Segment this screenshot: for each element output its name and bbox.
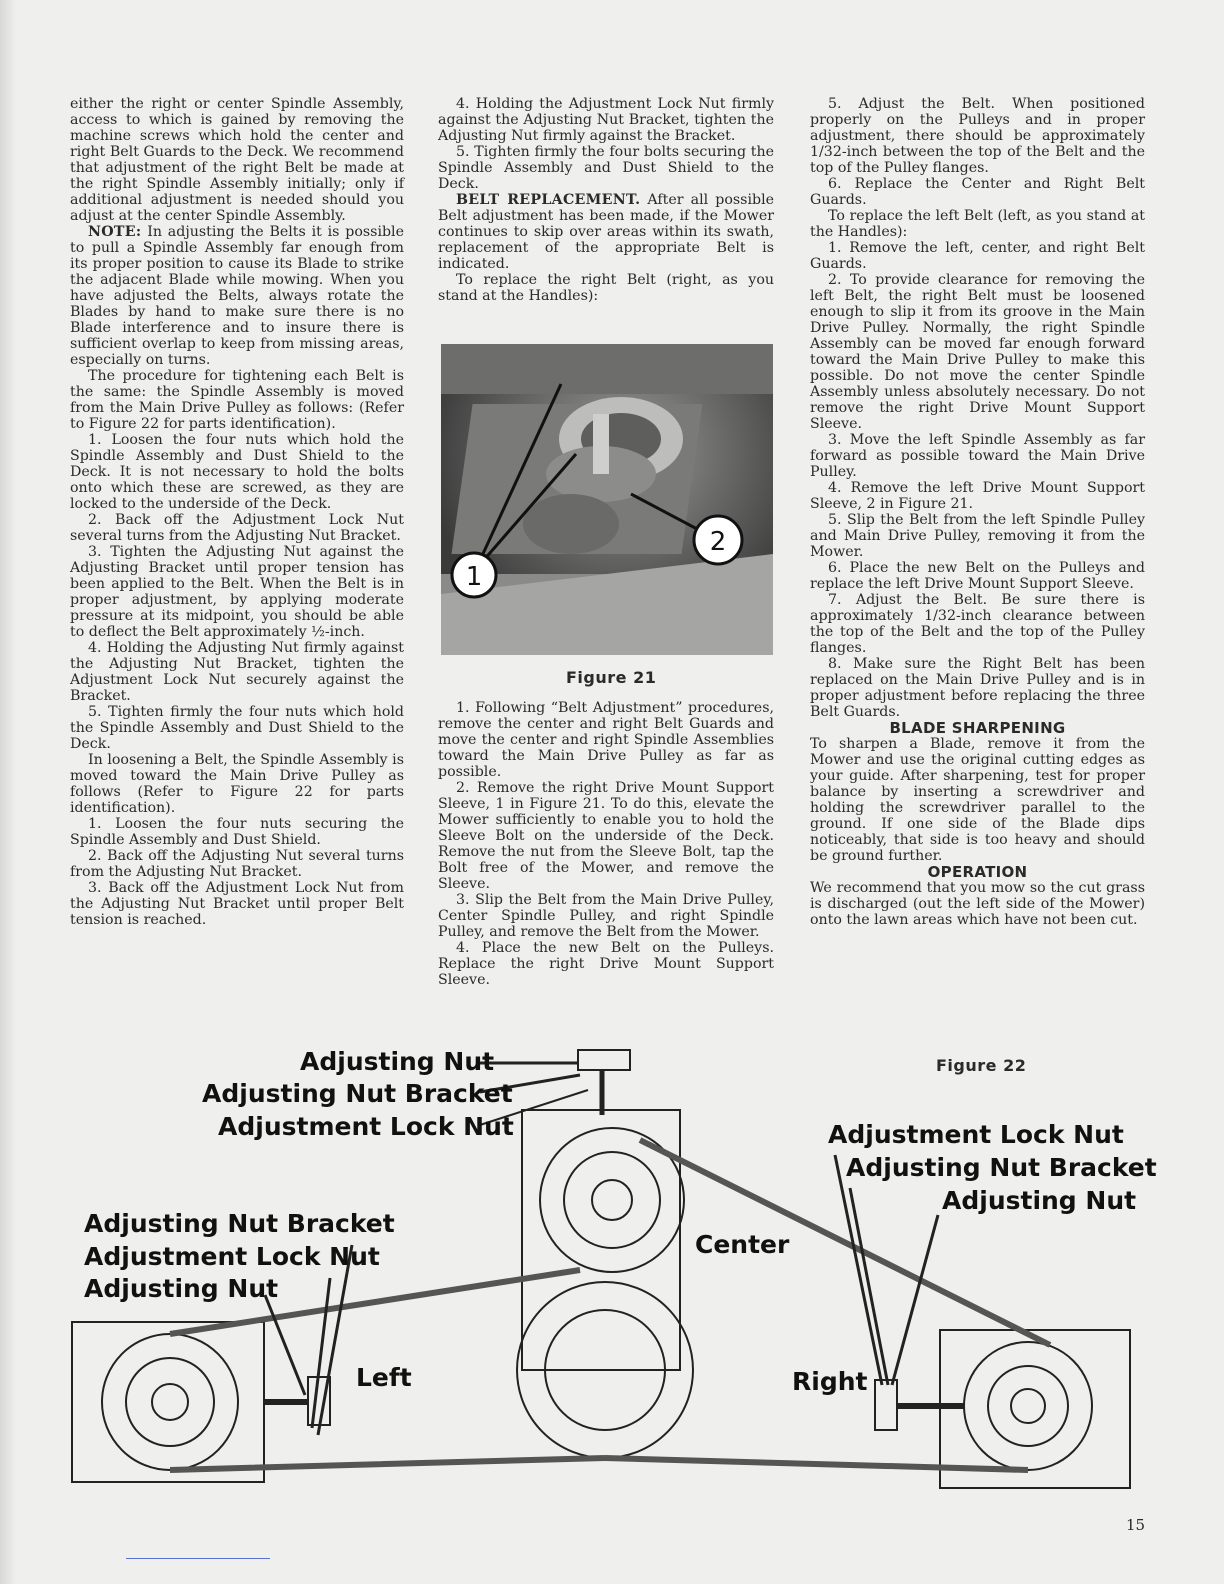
step: 4. Holding the Adjusting Nut firmly against the Adjusting Nut Bracket, tighten the Adjustment Lock Nut securely against the Bracket.: [70, 640, 404, 704]
page-number: 15: [1126, 1516, 1146, 1534]
paragraph: To replace the right Belt (right, as you stand at the Handles):: [438, 272, 774, 304]
figure-21-photo: [441, 344, 773, 655]
figure-22-diagram: [60, 1040, 1160, 1510]
right-adjusting-nut-bracket-label: Adjusting Nut Bracket: [846, 1153, 1157, 1182]
step: 7. Adjust the Belt. Be sure there is approximately 1/32-inch clearance between the top of the Belt and the top of the Pulley flanges.: [810, 592, 1145, 656]
step: 8. Make sure the Right Belt has been replaced on the Main Drive Pulley and is in proper adjustment before replacing the three Belt Guards.: [810, 656, 1145, 720]
callout-2-label: 2: [709, 527, 727, 557]
right-pulley: [964, 1342, 1092, 1470]
step: 4. Place the new Belt on the Pulleys. Replace the right Drive Mount Support Sleeve.: [438, 940, 774, 988]
right-label: Right: [792, 1367, 868, 1396]
paragraph: The procedure for tightening each Belt is the same: the Spindle Assembly is moved from the Main Drive Pulley as follows: (Refer to Figure 22 for parts identification).: [70, 368, 404, 432]
blade-sharpening-heading: BLADE SHARPENING: [889, 719, 1066, 737]
right-adjusting-nut-label: Adjusting Nut: [942, 1186, 1137, 1215]
center-label: Center: [695, 1230, 790, 1259]
step: 5. Slip the Belt from the left Spindle Pulley and Main Drive Pulley, removing it from the Mower.: [810, 512, 1145, 560]
step: 6. Replace the Center and Right Belt Guards.: [810, 176, 1145, 208]
paragraph: either the right or center Spindle Assembly, access to which is gained by removing the machine screws which hold the center and right Belt Guards to the Deck. We recommend that adjustment of the right Belt be made at the right Spindle Assembly initially; only if additional adjustment is needed should you adjust at the center Spindle Assembly.: [70, 96, 404, 224]
top-adjusting-nut-bracket: [578, 1050, 630, 1070]
step: 4. Remove the left Drive Mount Support Sleeve, 2 in Figure 21.: [810, 480, 1145, 512]
note-text: In adjusting the Belts it is possible to pull a Spindle Assembly far enough from its proper position to cause its Blade to strike the adjacent Blade while mowing. When you have adjusted the Belts, always rotate the Blades by hand to make sure there is no Blade interference and to insure there is sufficient overlap to keep from missing areas, especially on turns.: [70, 224, 404, 368]
belt-replacement-label: BELT REPLACEMENT.: [456, 192, 641, 208]
text-column-3: [810, 96, 1145, 928]
step: 1. Loosen the four nuts securing the Spindle Assembly and Dust Shield.: [70, 816, 404, 848]
paragraph: We recommend that you mow so the cut grass is discharged (out the left side of the Mower) onto the lawn areas which have not been cut.: [810, 880, 1145, 928]
top-adjusting-nut-label: Adjusting Nut: [300, 1047, 495, 1076]
paragraph: In loosening a Belt, the Spindle Assembly is moved toward the Main Drive Pulley as follows (Refer to Figure 22 for parts identification).: [70, 752, 404, 816]
paragraph: To replace the left Belt (left, as you stand at the Handles):: [810, 208, 1145, 240]
step: 1. Following “Belt Adjustment” procedures, remove the center and right Belt Guards and move the center and right Spindle Assemblies toward the Main Drive Pulley as far as possible.: [438, 700, 774, 780]
note-label: NOTE:: [88, 224, 142, 240]
binding-edge: [0, 0, 16, 1584]
callout-1-label: 1: [465, 562, 483, 592]
right-spindle-housing: [940, 1330, 1130, 1488]
step: 1. Loosen the four nuts which hold the Spindle Assembly and Dust Shield to the Deck. It is not necessary to hold the bolts onto which these are screwed, as they are locked to the underside of the Deck.: [70, 432, 404, 512]
left-adjustment-lock-nut-label: Adjustment Lock Nut: [84, 1242, 380, 1271]
step: 3. Slip the Belt from the Main Drive Pulley, Center Spindle Pulley, and right Spindle Pulley, and remove the Belt from the Mower.: [438, 892, 774, 940]
step: 2. Back off the Adjustment Lock Nut several turns from the Adjusting Nut Bracket.: [70, 512, 404, 544]
footer-rule: [126, 1558, 270, 1559]
step: 5. Tighten firmly the four nuts which hold the Spindle Assembly and Dust Shield to the Deck.: [70, 704, 404, 752]
top-adjusting-nut-bracket-label: Adjusting Nut Bracket: [202, 1079, 513, 1108]
note-paragraph: [70, 224, 404, 368]
left-adjusting-nut-bracket-label: Adjusting Nut Bracket: [84, 1209, 395, 1238]
text-column-1: [70, 96, 404, 928]
step: 3. Tighten the Adjusting Nut against the Adjusting Bracket until proper tension has been applied to the Belt. When the Belt is in proper adjustment, by applying moderate pressure at its midpoint, you should be able to deflect the Belt approximately ½-inch.: [70, 544, 404, 640]
step: 5. Tighten firmly the four bolts securing the Spindle Assembly and Dust Shield to the Deck.: [438, 144, 774, 192]
paragraph: To sharpen a Blade, remove it from the Mower and use the original cutting edges as your guide. After sharpening, test for proper balance by inserting a screwdriver and holding the screwdriver parallel to the ground. If one side of the Blade dips noticeably, that side is too heavy and should be ground further.: [810, 736, 1145, 864]
top-adjustment-lock-nut-label: Adjustment Lock Nut: [218, 1112, 514, 1141]
figure-21-caption: Figure 21: [566, 668, 657, 687]
belt-replacement-paragraph: [438, 192, 774, 272]
left-spindle-housing: [72, 1322, 264, 1482]
step: 3. Move the left Spindle Assembly as far forward as possible toward the Main Drive Pulley.: [810, 432, 1145, 480]
left-pulley: [102, 1334, 238, 1470]
left-adjusting-nut-label: Adjusting Nut: [84, 1274, 279, 1303]
operation-heading: OPERATION: [927, 863, 1028, 881]
right-adjusting-nut-bracket: [875, 1380, 897, 1430]
step: 2. Remove the right Drive Mount Support Sleeve, 1 in Figure 21. To do this, elevate the Mower sufficiently to enable you to hold the Sleeve Bolt on the underside of the Deck. Remove the nut from the Sleeve Bolt, tap the Bolt free of the Mower, and remove the Sleeve.: [438, 780, 774, 892]
step: 6. Place the new Belt on the Pulleys and replace the left Drive Mount Support Sleeve.: [810, 560, 1145, 592]
step: 4. Holding the Adjustment Lock Nut firmly against the Adjusting Nut Bracket, tighten the Adjusting Nut firmly against the Bracket.: [438, 96, 774, 144]
step: 2. To provide clearance for removing the left Belt, the right Belt must be loosened enough to slip it from its groove in the Main Drive Pulley. Normally, the right Spindle Assembly can be moved far enough forward toward the Main Drive Pulley to make this possible. Do not move the center Spindle Assembly unless absolutely necessary. Do not remove the right Drive Mount Support Sleeve.: [810, 272, 1145, 432]
belt-replacement-text: After all possible Belt adjustment has been made, if the Mower continues to skip over areas within its swath, replacement of the appropriate Belt is indicated.: [438, 192, 775, 272]
step: 5. Adjust the Belt. When positioned properly on the Pulleys and in proper adjustment, there should be approximately 1/32-inch between the top of the Belt and the top of the Pulley flanges.: [810, 96, 1145, 176]
step: 2. Back off the Adjusting Nut several turns from the Adjusting Nut Bracket.: [70, 848, 404, 880]
right-adjustment-lock-nut-label: Adjustment Lock Nut: [828, 1120, 1124, 1149]
left-label: Left: [356, 1363, 412, 1392]
figure-22-caption: Figure 22: [936, 1056, 1027, 1075]
step: 1. Remove the left, center, and right Belt Guards.: [810, 240, 1145, 272]
step: 3. Back off the Adjustment Lock Nut from the Adjusting Nut Bracket until proper Belt tension is reached.: [70, 880, 404, 928]
